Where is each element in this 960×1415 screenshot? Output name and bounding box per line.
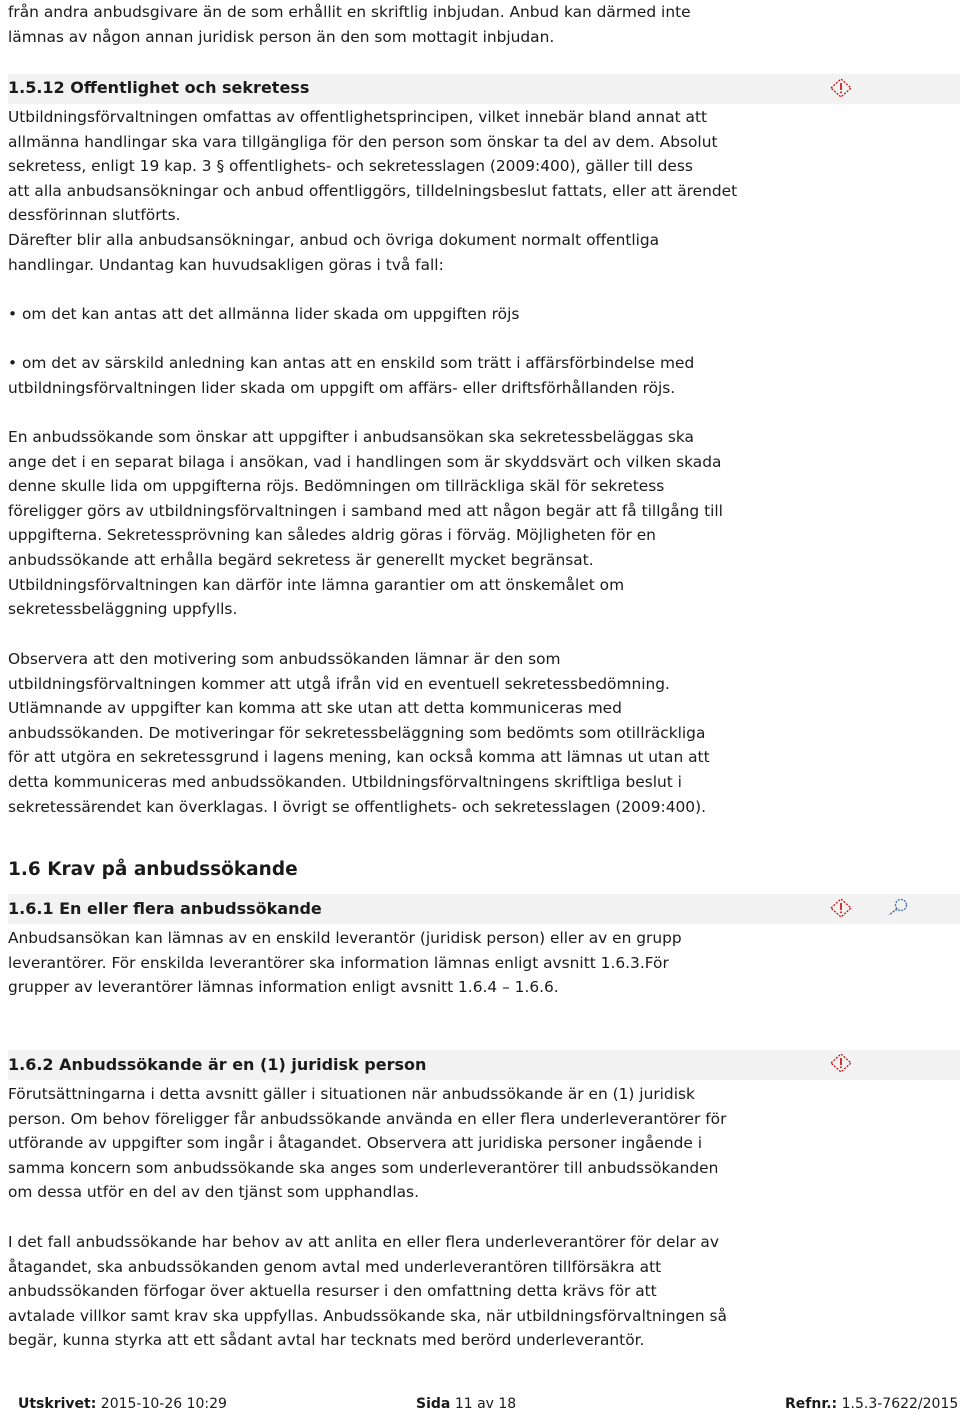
text-line: denne skulle lida om uppgifterna röjs. Bedömningen om tillräckliga skäl för sekretess xyxy=(8,477,665,496)
section-1-6-1-paragraph xyxy=(8,926,682,1000)
text-line: detta kommuniceras med anbudssökanden. Utbildningsförvaltningens skriftliga beslut i xyxy=(8,772,682,791)
text-line: anbudssökanden. De motiveringar för sekretessbeläggning som bedömts som otillräckliga xyxy=(8,723,706,742)
text-line: anbudssökande att erhålla begärd sekretess är generellt mycket begränsat. xyxy=(8,550,594,569)
list-item xyxy=(8,351,694,400)
text-line: föreligger görs av utbildningsförvaltningen i samband med att någon begär att få tillgång till xyxy=(8,501,723,520)
text-line: sekretessbeläggning uppfylls. xyxy=(8,600,238,619)
section-1-6-heading xyxy=(8,859,298,880)
heading-text: 1.6 Krav på anbudssökande xyxy=(8,859,298,880)
text-line: grupper av leverantörer lämnas information enligt avsnitt 1.6.4 – 1.6.6. xyxy=(8,978,559,997)
heading-text: 1.6.2 Anbudssökande är en (1) juridisk person xyxy=(8,1055,427,1074)
footer-ref-label: Refnr.: xyxy=(785,1396,838,1412)
text-line: Anbudsansökan kan lämnas av en enskild leverantör (juridisk person) eller av en grupp xyxy=(8,929,682,947)
section-1-6-2-paragraph-1 xyxy=(8,1082,726,1205)
footer-printed xyxy=(18,1396,227,1412)
footer-ref xyxy=(785,1396,958,1412)
footer-printed-label: Utskrivet: xyxy=(18,1396,97,1412)
text-line: utförande av uppgifter som ingår i åtagandet. Observera att juridiska personer ingående i xyxy=(8,1134,703,1153)
text-line: ange det i en separat bilaga i ansökan, vad i handlingen som är skyddsvärt och vilken skada xyxy=(8,452,722,471)
text-line: Utbildningsförvaltningen omfattas av offentlighetsprincipen, vilket innebär bland annat att xyxy=(8,108,708,126)
section-1-6-2-heading xyxy=(8,1055,426,1074)
section-1-5-12-paragraph-3 xyxy=(8,647,710,819)
intro-paragraph xyxy=(8,0,691,49)
heading-text: 1.6.1 En eller flera anbudssökande xyxy=(8,899,322,918)
section-1-5-12-heading xyxy=(8,78,309,97)
text-line: utbildningsförvaltningen lider skada om uppgift om affärs- eller driftsförhållanden röjs. xyxy=(8,378,676,397)
text-line: anbudssökanden förfogar över aktuella resurser i den omfattning detta krävs för att xyxy=(8,1282,657,1301)
footer-page-label: Sida xyxy=(416,1396,451,1412)
text-line: uppgifterna. Sekretessprövning kan således aldrig göras i förväg. Möjligheten för en xyxy=(8,526,656,545)
footer-page-value: 11 av 18 xyxy=(454,1396,517,1412)
text-line: sekretessärendet kan överklagas. I övrigt se offentlighets- och sekretesslagen (2009:400). xyxy=(8,797,706,816)
text-line: samma koncern som anbudssökande ska anges som underleverantörer till anbudssökanden xyxy=(8,1158,719,1177)
section-1-5-12-paragraph-2 xyxy=(8,425,723,622)
search-icon[interactable] xyxy=(886,897,910,917)
warning-icon[interactable] xyxy=(830,1053,852,1073)
footer-page xyxy=(416,1396,516,1412)
text-line: om dessa utför en del av den tjänst som upphandlas. xyxy=(8,1183,419,1202)
list-item xyxy=(8,302,519,327)
text-line: Förutsättningarna i detta avsnitt gäller i situationen när anbudssökande är en (1) juridisk xyxy=(8,1085,695,1103)
text-line: Därefter blir alla anbudsansökningar, anbud och övriga dokument normalt offentliga xyxy=(8,230,660,249)
text-line: dessförinnan slutförts. xyxy=(8,206,181,225)
text-line: åtagandet, ska anbudssökanden genom avtal med underleverantören tillförsäkra att xyxy=(8,1257,662,1276)
footer-ref-value: 1.5.3-7622/2015 xyxy=(841,1396,959,1412)
text-line: I det fall anbudssökande har behov av att anlita en eller flera underleverantörer för delar av xyxy=(8,1233,719,1251)
section-1-5-12-paragraph-1 xyxy=(8,105,737,277)
warning-icon[interactable] xyxy=(830,78,852,98)
text-line: för att utgöra en sekretessgrund i lagens mening, kan också komma att lämnas ut utan att xyxy=(8,748,710,767)
text-line: En anbudssökande som önskar att uppgifter i anbudsansökan ska sekretessbeläggas ska xyxy=(8,428,694,446)
section-1-6-2-paragraph-2 xyxy=(8,1230,727,1353)
text-line: att alla anbudsansökningar och anbud offentliggörs, tilldelningsbeslut fattats, eller att ärendet xyxy=(8,181,738,200)
text-line: handlingar. Undantag kan huvudsakligen göras i två fall: xyxy=(8,255,444,274)
bullet-marker: • xyxy=(8,305,18,323)
text-line: Utlämnande av uppgifter kan komma att ske utan att detta kommuniceras med xyxy=(8,699,622,718)
text-line: utbildningsförvaltningen kommer att utgå ifrån vid en eventuell sekretessbedömning. xyxy=(8,674,670,693)
text-line: från andra anbudsgivare än de som erhållit en skriftlig inbjudan. Anbud kan därmed inte xyxy=(8,3,691,21)
text-line: lämnas av någon annan juridisk person än den som mottagit inbjudan. xyxy=(8,27,555,46)
bullet-marker: • xyxy=(8,354,18,372)
text-line: Utbildningsförvaltningen kan därför inte lämna garantier om att önskemålet om xyxy=(8,575,625,594)
heading-text: 1.5.12 Offentlighet och sekretess xyxy=(8,78,310,97)
text-line: om det av särskild anledning kan antas att en enskild som trätt i affärsförbindelse med xyxy=(22,354,695,372)
text-line: sekretess, enligt 19 kap. 3 § offentlighets- och sekretesslagen (2009:400), gäller till dess xyxy=(8,157,693,176)
section-1-6-1-heading xyxy=(8,899,322,918)
text-line: allmänna handlingar ska vara tillgängliga för den person som önskar ta del av dem. Absolut xyxy=(8,132,718,151)
text-line: Observera att den motivering som anbudssökanden lämnar är den som xyxy=(8,650,561,668)
text-line: om det kan antas att det allmänna lider skada om uppgiften röjs xyxy=(22,305,520,323)
text-line: avtalade villkor samt krav ska uppfyllas. Anbudssökande ska, när utbildningsförvaltningen så xyxy=(8,1306,727,1325)
text-line: begär, kunna styrka att ett sådant avtal har tecknats med berörd underleverantör. xyxy=(8,1331,645,1350)
text-line: leverantörer. För enskilda leverantörer ska information lämnas enligt avsnitt 1.6.3.För xyxy=(8,953,669,972)
text-line: person. Om behov föreligger får anbudssökande använda en eller flera underleverantörer för xyxy=(8,1109,727,1128)
warning-icon[interactable] xyxy=(830,898,852,918)
footer-printed-value: 2015-10-26 10:29 xyxy=(100,1396,227,1412)
